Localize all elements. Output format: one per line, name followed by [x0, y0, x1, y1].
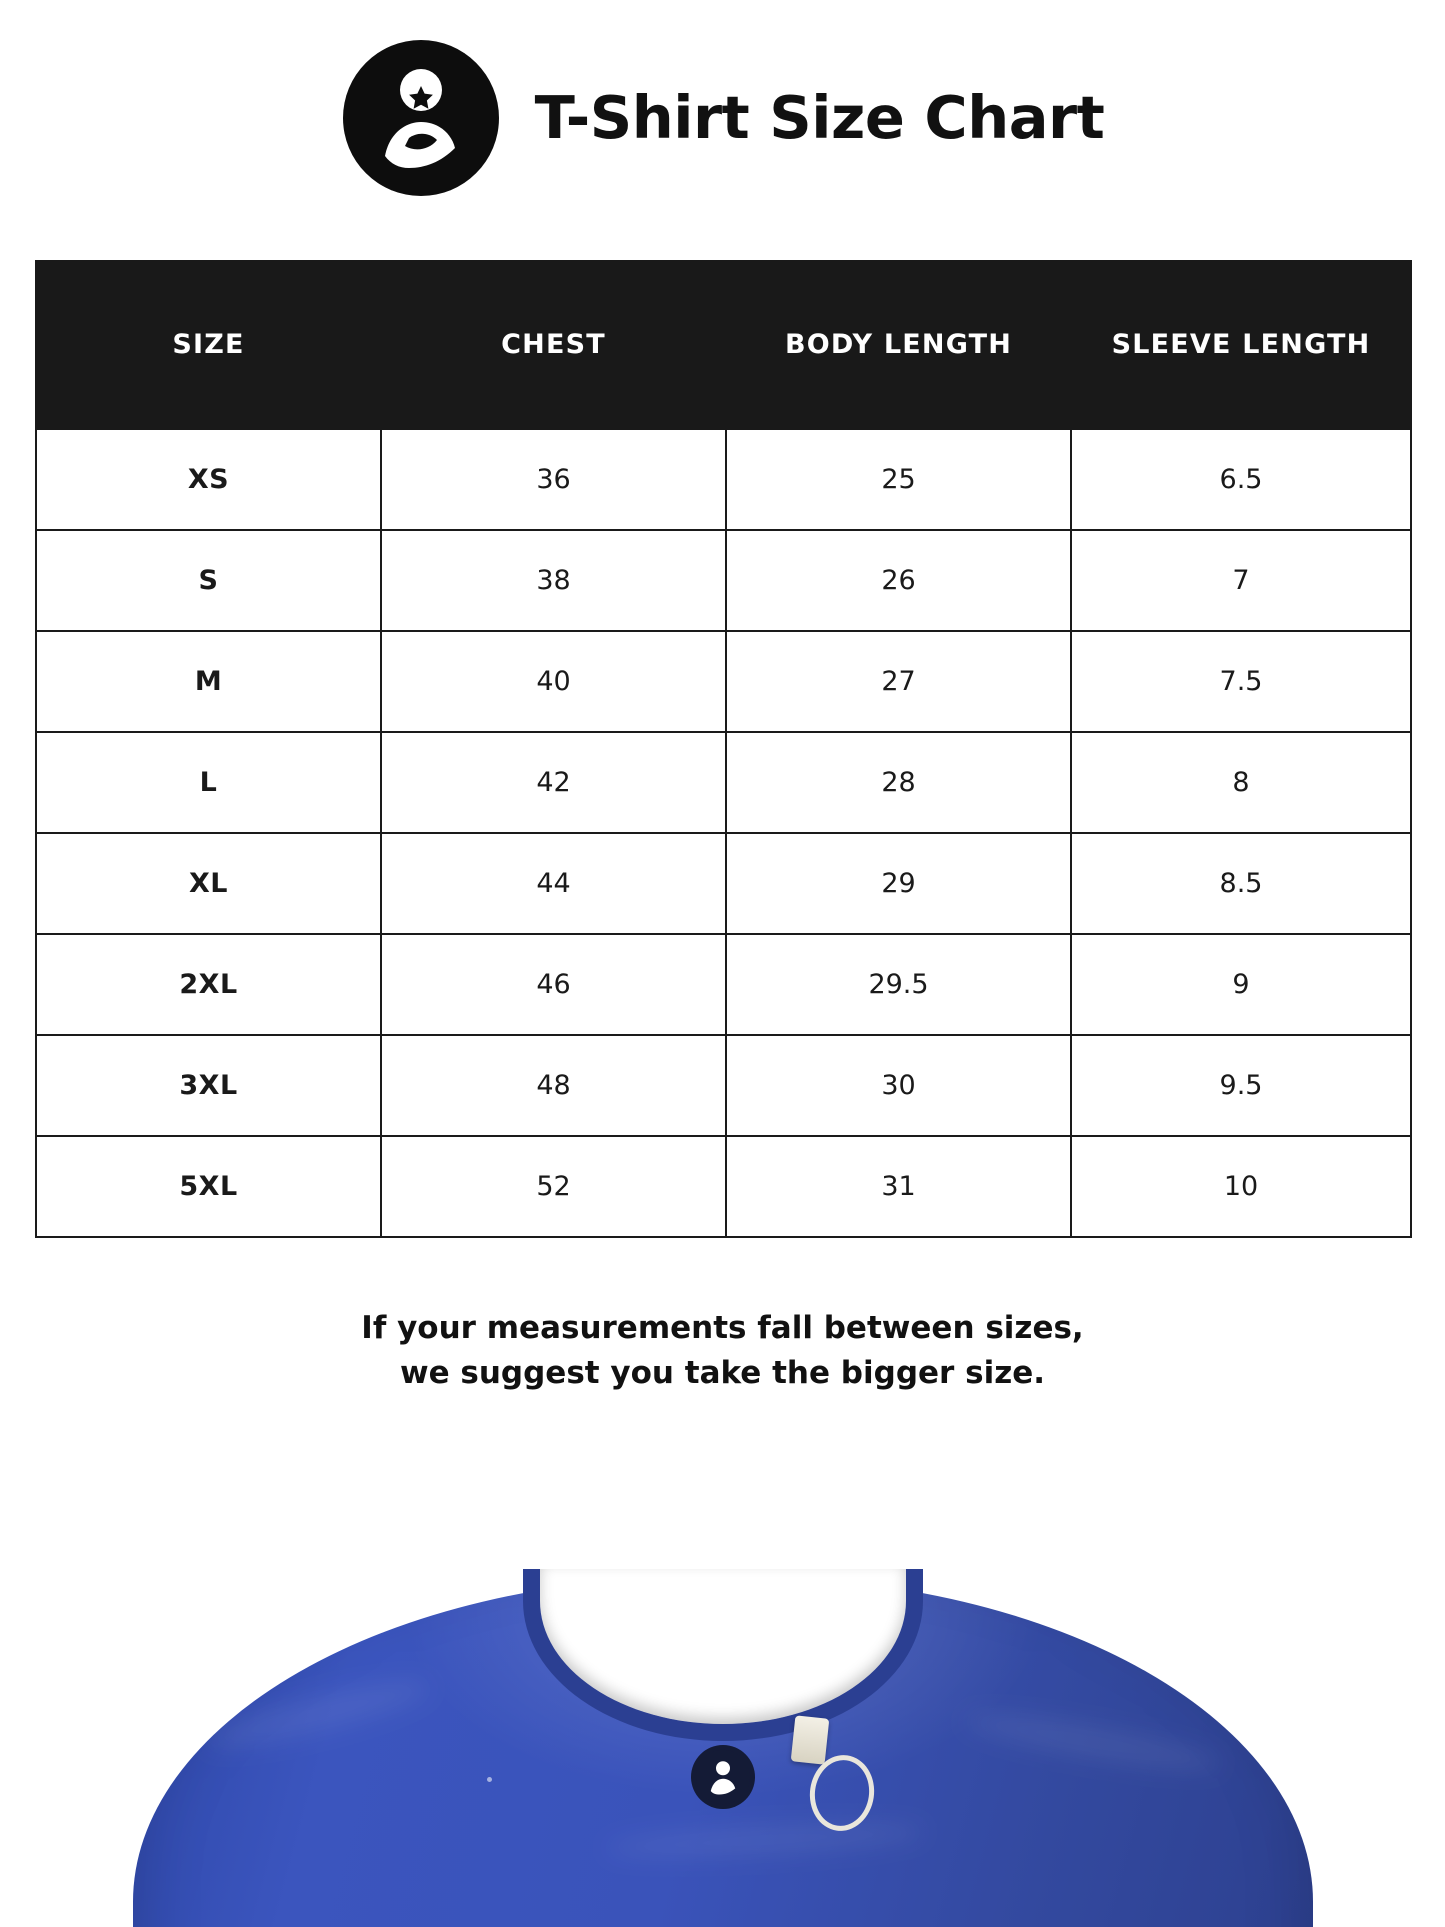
cell-chest: 40 [381, 631, 726, 732]
cell-sleeve-length: 9 [1071, 934, 1411, 1035]
fabric-fold [604, 1819, 925, 1862]
cell-size: XS [36, 429, 381, 530]
cell-chest: 36 [381, 429, 726, 530]
cell-size: 3XL [36, 1035, 381, 1136]
fabric-fold [962, 1705, 1223, 1780]
cell-size: L [36, 732, 381, 833]
product-photo [0, 1559, 1445, 1927]
cell-sleeve-length: 8.5 [1071, 833, 1411, 934]
cell-body-length: 31 [726, 1136, 1071, 1237]
cell-body-length: 28 [726, 732, 1071, 833]
cell-chest: 42 [381, 732, 726, 833]
lint-speck [864, 1609, 869, 1614]
cell-chest: 46 [381, 934, 726, 1035]
sizing-note-line-2: we suggest you take the bigger size. [399, 1354, 1046, 1391]
hang-tag [791, 1715, 830, 1764]
cell-size: S [36, 530, 381, 631]
size-table-wrapper [35, 260, 1410, 1238]
column-header-sleeve-length: SLEEVE LENGTH [1071, 261, 1411, 429]
cell-size: 2XL [36, 934, 381, 1035]
table-row [36, 530, 1411, 631]
sizing-note-line-1: If your measurements fall between sizes, [361, 1310, 1084, 1346]
cell-sleeve-length: 8 [1071, 732, 1411, 833]
tshirt-image [133, 1577, 1313, 1927]
column-header-chest: CHEST [381, 261, 726, 429]
neck-tag-logo-icon [691, 1745, 755, 1809]
cell-chest: 38 [381, 530, 726, 631]
page-title: T-Shirt Size Chart [534, 83, 1105, 153]
table-row [36, 732, 1411, 833]
sizing-note [0, 1306, 1445, 1396]
cell-sleeve-length: 10 [1071, 1136, 1411, 1237]
cell-sleeve-length: 6.5 [1071, 429, 1411, 530]
header [0, 0, 1445, 198]
cell-chest: 48 [381, 1035, 726, 1136]
cell-sleeve-length: 9.5 [1071, 1035, 1411, 1136]
cell-body-length: 30 [726, 1035, 1071, 1136]
cell-body-length: 29.5 [726, 934, 1071, 1035]
cell-size: XL [36, 833, 381, 934]
cell-sleeve-length: 7.5 [1071, 631, 1411, 732]
table-row [36, 1136, 1411, 1237]
table-row [36, 429, 1411, 530]
column-header-body-length: BODY LENGTH [726, 261, 1071, 429]
table-row [36, 833, 1411, 934]
column-header-size: SIZE [36, 261, 381, 429]
table-row [36, 934, 1411, 1035]
cell-body-length: 25 [726, 429, 1071, 530]
brand-logo-person-icon [341, 38, 501, 198]
cell-size: M [36, 631, 381, 732]
table-row [36, 631, 1411, 732]
table-header-row [36, 261, 1411, 429]
cell-chest: 52 [381, 1136, 726, 1237]
size-table [35, 260, 1412, 1238]
cell-chest: 44 [381, 833, 726, 934]
lint-speck [487, 1777, 492, 1782]
collar-ribbing [523, 1569, 923, 1741]
fabric-fold [202, 1670, 433, 1759]
cell-body-length: 29 [726, 833, 1071, 934]
cell-sleeve-length: 7 [1071, 530, 1411, 631]
table-row [36, 1035, 1411, 1136]
cell-body-length: 26 [726, 530, 1071, 631]
cell-body-length: 27 [726, 631, 1071, 732]
cell-size: 5XL [36, 1136, 381, 1237]
